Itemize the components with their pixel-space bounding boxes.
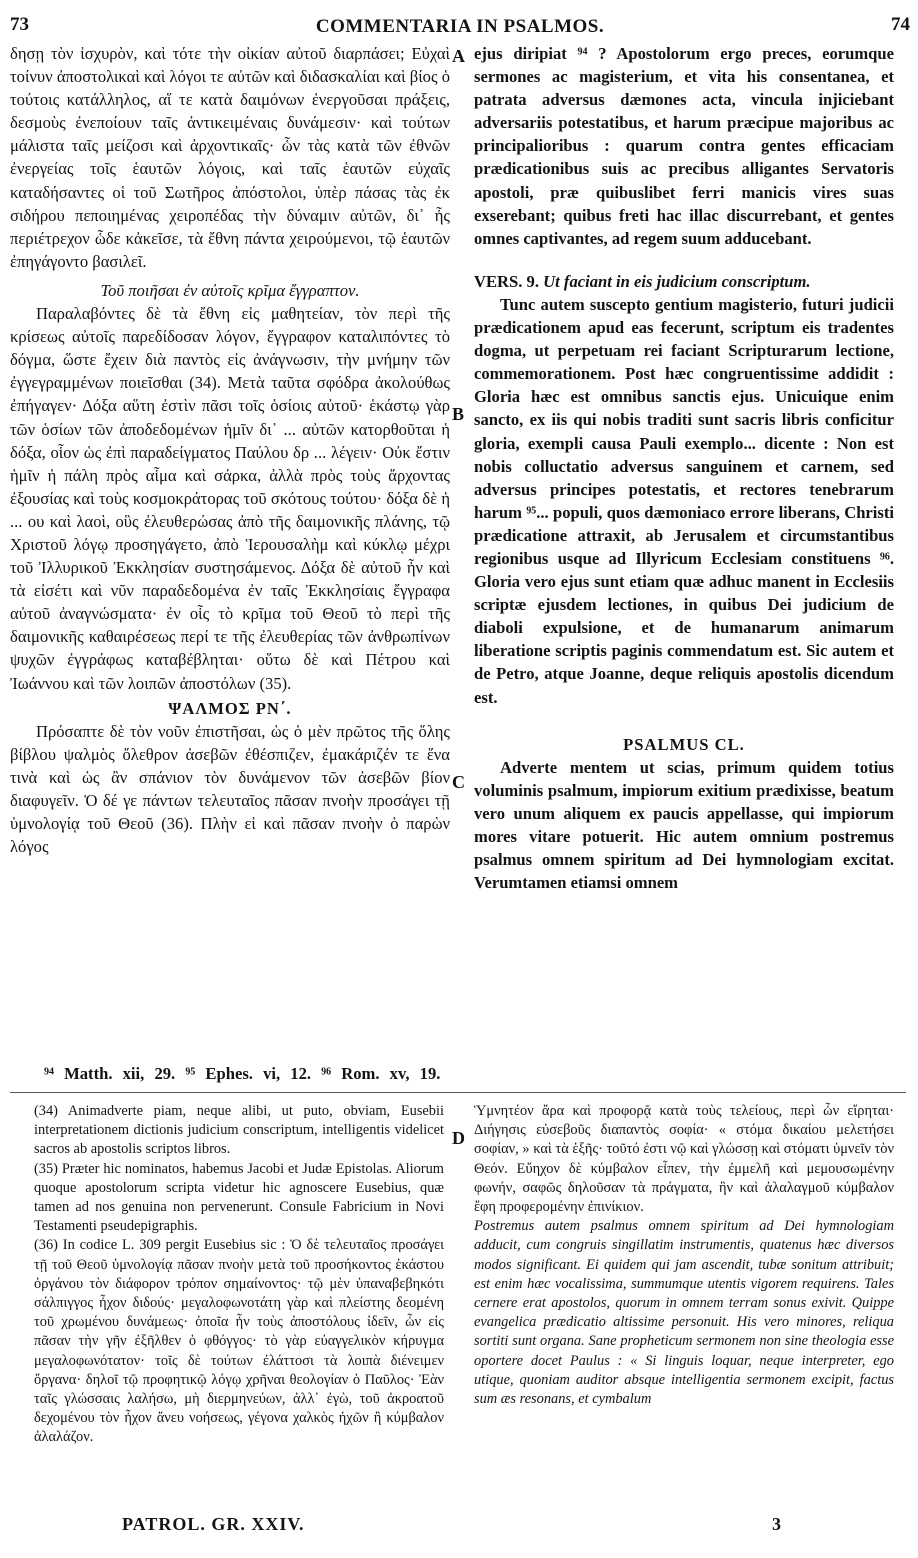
- note-36-continued: Ὑμνητέον ἄρα καὶ προφορᾷ κατὰ τοὺς τελείους, περὶ ὧν εἴρηται· Διήγησις εὐσεβοῦς διαπαντὸς σοφία· « στόμα δικαίου μελετήσει σοφίαν, » καὶ τὰ ἑξῆς· τοῦτό ἐστι νῷ καὶ γλώσσῃ καὶ στόματι ὑμνεῖν τὸν Θεόν. Εὔηχον δὲ κύμβαλον εἶπεν, τὴν ἐμμελῆ καὶ μεμουσωμένην φωνήν, σαφῶς δηλοῦσαν τὰ πράγματα, ἣν καὶ ἀλαλαγμοῦ κύμβαλον ἔφη προφερομένην ἐπινίκιον.: [474, 1103, 894, 1216]
- latin-verse-label: VERS. 9.: [474, 271, 540, 291]
- section-marker-c: C: [452, 772, 465, 792]
- latin-paragraph-2: Tunc autem suscepto gentium magisterio, futuri judicii prædicationem apud eas fecerunt, scriptum eis tradentes dogma, ut perpetuam rei faciant Scripturarum lectione, commemorationem. Post hæc congruentissime addidit : Gloria hæc est omnibus sanctis ejus. Unicuique enim sancto, ex iis qui nobis traditi sunt sacris libris conficitur gloria, exempli causa Pauli exemplo... dicente : Non est nobis colluctatio adversus sanguinem et carnem, sed adversus principes potestatis, et rectores tenebrarum harum ⁹⁵... populi, quos dæmoniaco errore liberans, Christi prædicatione attraxit, ab Jerusalem et circumstantibus regionibus usque ad Illyricum Ecclesiam constituens ⁹⁶. Gloria vero ejus sunt etiam quæ adhuc manent in Ecclesiis scriptæ ejusdem lectiones, in quibus Dei judicium de diaboli expulsione, et de humanarum animarum liberatione scriptis paginis commendatum est. Sic autem et de Petro, atque Joanne, deque reliquis apostolis dicendum est.: [474, 294, 894, 707]
- latin-paragraph-3: Adverte mentem ut scias, primum quidem totius voluminis psalmum, impiorum exitium prædixisse, beatum vero unum aliquem ex paucis appellasse, qui impiorum mores vitare potuerit. Hic autem omnium postremus psalmus omnem spiritum ad Dei hymnologiam excitat. Verumtamen etiamsi omnem: [474, 757, 894, 893]
- latin-verse-9: [474, 270, 894, 293]
- signature-number: 3: [772, 1514, 781, 1534]
- note-36-latin: Postremus autem psalmus omnem spiritum ad Dei hymnologiam adducit, cum congruis singillatim instrumentis, quatenus hæc diversos modos significant. Ei quidem qui jam ascendit, tubæ sonitum attribuit; est enim hæc vocalissima, summumque utentis vigorem requirens. Tales cernere erat apostolos, quorum in omnem terram sonus exivit. Quippe evangelica prædicatio altissime personuit. His vero minores, reliqua sortiti sunt organa. Sane propheticum sermonem non sine theologia esse oportere docet Paulus : « Si linguis loquar, neque interpreter, ego utique, quoniam auditor absque intelligentia sermonem excipit, factus sum æs resonans, et cymbalum: [474, 1218, 894, 1408]
- page-number-right: 74: [891, 14, 910, 35]
- note-36: (36) In codice L. 309 pergit Eusebius sic : Ὁ δὲ τελευταῖος προσάγει τῇ τοῦ Θεοῦ ὑμνολογίᾳ πᾶσαν πνοὴν μετὰ τοῦ προσήκοντος ἑκάστου ὀργάνου τὸν διάφορον τρόπον σημαίνοντος· τῷ μὲν ὑπαναβεβηκότι σάλπιγγος ἦχον διδούς· μεγαλοφωνοτάτη γὰρ καὶ πλείστης δεομένη τοῦ χρωμένου δυνάμεως· ὁποῖα ἦν τοὺς ἀποστόλους ἰδεῖν, ὧν εἰς πᾶσαν τὴν γῆν ἐξῆλθεν ὁ φθόγγος· τὸ γὰρ εὐαγγελικὸν κήρυγμα μεγαλοφωνότατον· τοῖς δὲ τούτων ἐλάττοσι τὰ λοιπὰ διένειμεν ὄργανα· δηλοῖ τῷ προφητικῷ λόγῳ χρῆναι θεολογίαν ὁ Παῦλος· Ἐὰν ταῖς γλώσσαις λαλήσω, μὴ διερμηνεύων, ἀλλ᾽ ἐγὼ, τοῦ ἀκροατοῦ δεχομένου τὸν ἦχον ἄνευ νοήσεως, γέγονα χαλκὸς ἠχῶν ἢ κύμβαλον ἀλαλάζον.: [34, 1237, 444, 1446]
- section-marker-d: D: [452, 1128, 465, 1148]
- page-number-left: 73: [10, 14, 29, 35]
- greek-paragraph-1: δησῃ τὸν ἰσχυρὸν, καὶ τότε τὴν οἰκίαν αὐτοῦ διαρπάσει; Εὐχαὶ τοίνυν ἀποστολικαὶ καὶ λόγοι τε αὐτῶν καὶ διδασκαλίαι καὶ βίος ὁ τούτοις κατάλληλος, αἵ τε κατὰ δαιμόνων ἐνεργοῦσαι πράξεις, δεσμοὺς ἐνεποίουν ταῖς ἀντικειμέναις δυνάμεσιν· καὶ τούτων μάλιστα ταῖς μείζοσι καὶ ἀρχοντικαῖς· ὧν τὰς κατὰ τῶν ἐθνῶν ἐνεργείας τοῖς ἑαυτῶν λόγοις, καὶ ταῖς ἑαυτῶν εὐχαῖς καταδήσαντες οἱ τοῦ Σωτῆρος ἀπόστολοι, ὑπὲρ πάσας τὰς ἐκ σιδήρου πεποιημένας χειροπέδας τὴν δύναμιν αὐτῶν, δι᾽ ἧς περιέτρεχον ὧδε κἀκεῖσε, τὰ ἔθνη πάντα χειρούμενοι, τῷ ἑαυτῶν ἐπηγάγοντο βασιλεῖ.: [10, 44, 450, 271]
- latin-column: [474, 42, 894, 894]
- greek-verse-9: Τοῦ ποιῆσαι ἐν αὐτοῖς κρῖμα ἔγγραπτον.: [100, 280, 360, 300]
- scripture-footnote-refs: ⁹⁴ Matth. xii, 29. ⁹⁵ Ephes. vi, 12. ⁹⁶ Rom. xv, 19.: [44, 1064, 441, 1083]
- running-header: [10, 14, 910, 42]
- latin-psalm-heading: PSALMUS CL.: [623, 734, 745, 754]
- editor-notes-left: [34, 1102, 444, 1448]
- greek-column: [10, 42, 450, 858]
- section-marker-b: B: [452, 404, 465, 424]
- greek-paragraph-2: Παραλαβόντες δὲ τὰ ἔθνη εἰς μαθητείαν, τὸν περὶ τῆς κρίσεως αὐτοῖς παρεδίδοσαν λόγον, ἔγγραφον καταλιπόντες τὸ δόγμα, ὥστε ἔχειν διὰ παντὸς εἰς ἀνάγνωσιν, τὴν μνήμην τῶν ἐγγεγραμμένων ποιεῖσθαι (34). Μετὰ ταῦτα σφόδρα ἀκολούθως ἐπήγαγεν· Δόξα αὕτη ἐστὶν πᾶσι τοῖς ὁσίοις αὐτοῦ· ἑκάστῳ γὰρ τῶν ὁσίων τῶν ἀποδεδομένων ἡμῖν δι᾽ ... αὐτῶν κατορθοῦται ἡ δόξα, οἷον ὡς ἐπὶ παραδείγματος Παύλου δρ ... λέγειν· Οὐκ ἔστιν ἡμῖν ἡ πάλη πρὸς αἷμα καὶ σάρκα, ἀλλὰ πρὸς τοὺς ἄρχοντας ἐξουσίας καὶ τοὺς κοσμοκράτορας τοῦ σκότους τούτου· δόξα δὲ ἡ ... ου καὶ λαοὶ, οὓς ἐλευθερώσας ἀπὸ τῆς δαιμονικῆς πλάνης, τῷ Χριστοῦ λόγῳ προσηγάγετο, ἀπὸ Ἱερουσαλὴμ καὶ κύκλῳ μέχρι τοῦ Ἰλλυρικοῦ Ἐκκλησίαν συστησάμενος. Δόξα δὲ αὐτοῦ ἦν καὶ τὰ εἰσέτι καὶ νῦν παραδεδομένα ἐν ταῖς Ἐκκλησίαις ἔγγραφα αὐτοῦ ἀναγνώσματα· ἐν οἷς τὸ κρῖμα τοῦ Θεοῦ τὸ περὶ τῆς δαιμονικῆς καθαιρέσεως περί τε τῆς ἐλευθερίας τῶν ἀνθρωπίνων ψυχῶν ἐγγράφως καταβέβληται· οὕτω δὲ καὶ Πέτρου καὶ Ἰωάννου καὶ τῶν λοιπῶν ἀποστόλων (35).: [10, 304, 450, 693]
- greek-paragraph-3: Πρόσαπτε δὲ τὸν νοῦν ἐπιστῆσαι, ὡς ὁ μὲν πρῶτος τῆς ὅλης βίβλου ψαλμὸς ὄλεθρον ἀσεβῶν ἐθέσπιζεν, ἐμακάριζέν τε ἕνα τινὰ καὶ ὡς ἂν σπάνιον τὸν δυνάμενον τῶν ἀσεβῶν βίον διαφυγεῖν. Ὁ δέ γε πάντων τελευταῖος πᾶσαν πνοὴν προσάγει τῇ ὑμνολογίᾳ τοῦ Θεοῦ (36). Πλὴν εἰ καὶ πᾶσαν πνοὴν ὁ παρὼν λόγος: [10, 721, 450, 857]
- running-title: COMMENTARIA IN PSALMOS.: [315, 16, 605, 37]
- latin-paragraph-1: ejus diripiat ⁹⁴ ? Apostolorum ergo preces, eorumque sermones ac magisterium, et vita his consentanea, et patrata adversus dæmones acta, vincula injiciebant adversariis potestatibus, et harum præcipue majoribus ac principalioribus : quarum contra gentes efficaciam prædicationibus suis ac precibus alligantes Servatoris apostoli, præ quibuslibet ferri manicis vires suas exserebant; quibus freti hac illac discurrebant, et gentes omnes captivantes, ad regem suum adducebant.: [474, 44, 894, 248]
- section-marker-a: A: [452, 46, 465, 66]
- editor-notes-right: [474, 1102, 894, 1409]
- latin-verse-text: Ut faciant in eis judicium conscriptum.: [543, 271, 811, 291]
- note-35: (35) Præter hic nominatos, habemus Jacobi et Judæ Epistolas. Aliorum quoque apostolorum scripta videtur hic agnoscere Eusebius, quæ tamen ad nos genuina non pervenerunt. Consule Fabricium in Novi Testamenti pseudepigraphis.: [34, 1160, 444, 1235]
- footnote-divider: [10, 1092, 906, 1093]
- volume-signature: PATROL. GR. XXIV.: [122, 1514, 305, 1534]
- note-34: (34) Animadverte piam, neque alibi, ut puto, obviam, Eusebii interpretationem dictionis judicium conscriptum, intelligentis videlicet sacros ab apostolis scriptos libros.: [34, 1103, 444, 1158]
- greek-psalm-heading: ΨΑΛΜΟΣ ΡΝ΄.: [168, 698, 292, 718]
